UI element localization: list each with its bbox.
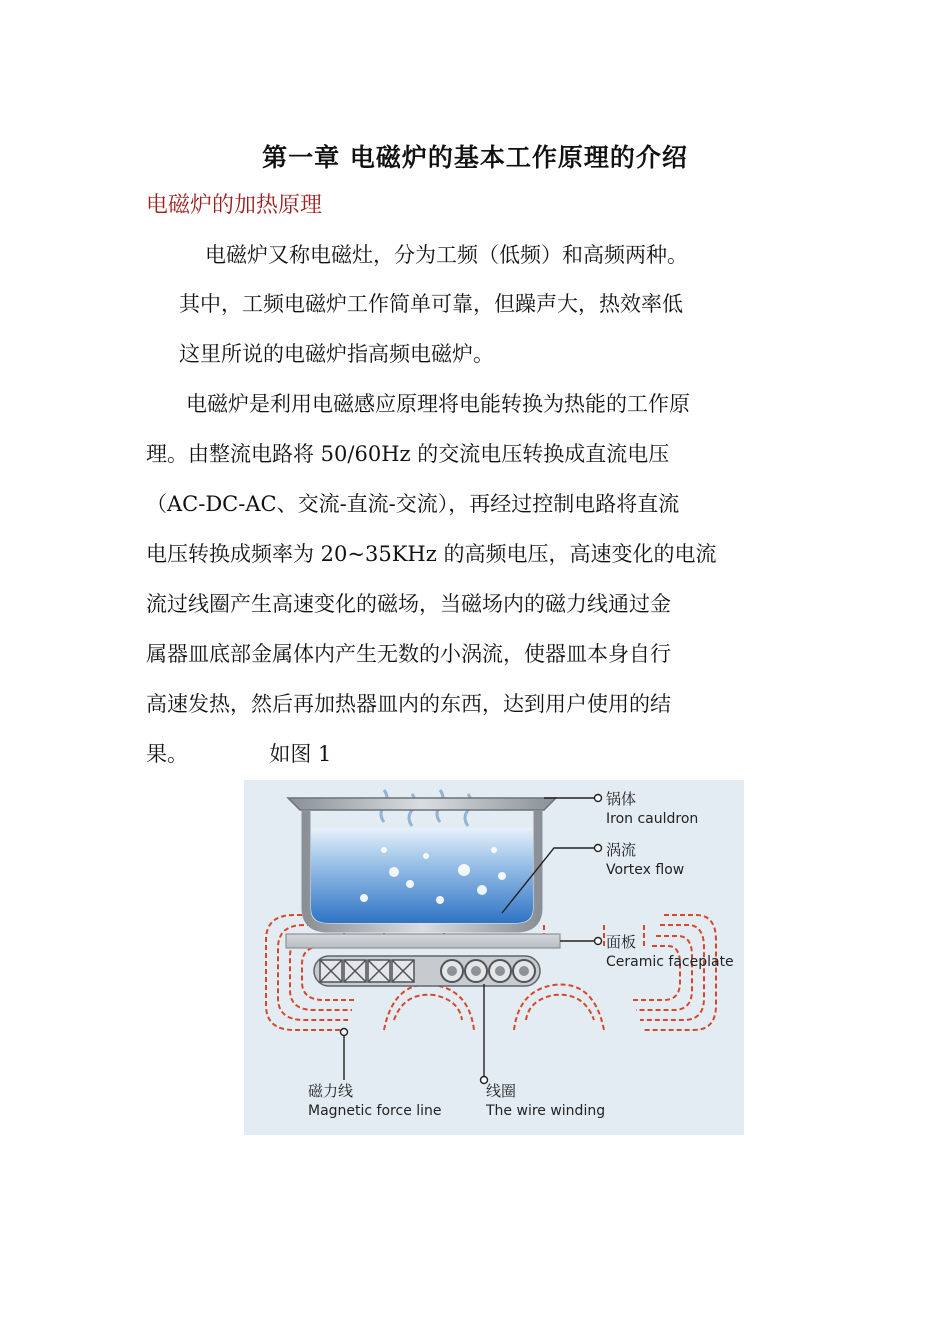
label-magnetic-en: Magnetic force line	[308, 1103, 442, 1119]
page-title: 第一章 电磁炉的基本工作原理的介绍	[262, 143, 688, 172]
label-plate-cn: 面板	[606, 933, 637, 951]
paragraph-end: 果。	[146, 742, 188, 766]
paragraph-2-line-2: 理。由整流电路将 50/60Hz 的交流电压转换成直流电压	[146, 442, 670, 466]
label-pot-cn: 锅体	[606, 790, 637, 808]
label-wire-cn: 线圈	[486, 1082, 517, 1100]
section-heading: 电磁炉的加热原理	[146, 193, 323, 218]
wire-winding-icon	[314, 956, 540, 986]
paragraph-1-line-2: 其中，工频电磁炉工作简单可靠，但躁声大，热效率低	[179, 292, 683, 316]
label-pot-en: Iron cauldron	[606, 811, 699, 827]
paragraph-2-line-1: 电磁炉是利用电磁感应原理将电能转换为热能的工作原	[186, 392, 690, 416]
label-vortex-cn: 涡流	[606, 841, 637, 859]
induction-cooker-diagram	[244, 780, 744, 1135]
paragraph-2-line-5: 流过线圈产生高速变化的磁场，当磁场内的磁力线通过金	[146, 592, 671, 616]
paragraph-2-line-7: 高速发热，然后再加热器皿内的东西，达到用户使用的结	[146, 692, 671, 716]
paragraph-2-line-6: 属器皿底部金属体内产生无数的小涡流，使器皿本身自行	[146, 642, 671, 666]
paragraph-1-line-3: 这里所说的电磁炉指高频电磁炉。	[179, 342, 494, 366]
ceramic-faceplate-icon	[286, 934, 560, 948]
paragraph-1-line-1: 电磁炉又称电磁灶，分为工频（低频）和高频两种。	[205, 243, 688, 267]
label-vortex-en: Vortex flow	[606, 862, 685, 878]
figure-reference: 如图 1	[269, 742, 332, 766]
paragraph-2-line-3: （AC-DC-AC、交流-直流-交流），再经过控制电路将直流	[146, 492, 680, 516]
label-magnetic-cn: 磁力线	[308, 1082, 354, 1100]
paragraph-2-line-8	[146, 739, 331, 769]
paragraph-2-line-4: 电压转换成频率为 20~35KHz 的高频电压，高速变化的电流	[146, 542, 717, 566]
diagram-svg	[244, 780, 744, 1135]
label-wire-en: The wire winding	[486, 1103, 606, 1119]
label-plate-en: Ceramic faceplate	[606, 954, 734, 970]
